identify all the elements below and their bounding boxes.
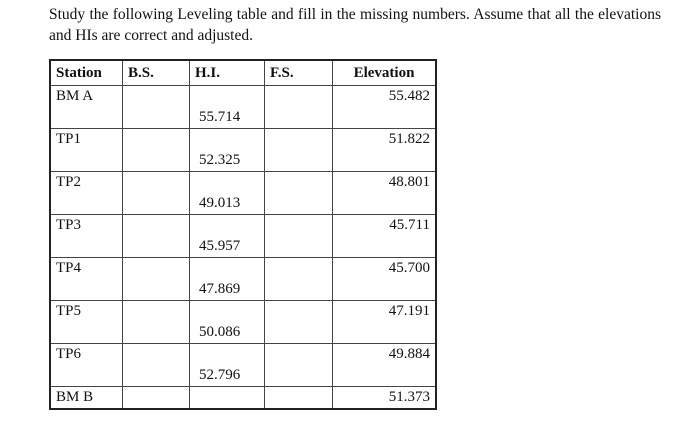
table-row [50, 150, 436, 172]
table-row [50, 301, 436, 323]
header-fs: F.S. [265, 60, 333, 86]
hi-value: 55.714 [190, 107, 265, 129]
bs-cell [123, 387, 190, 410]
fs-cell [265, 258, 333, 280]
table-row [50, 279, 436, 301]
empty-cell [50, 279, 123, 301]
bs-cell [123, 301, 190, 323]
table-row [50, 258, 436, 280]
station-name: TP3 [50, 215, 123, 237]
fs-cell [265, 86, 333, 108]
bs-cell [123, 129, 190, 151]
elevation-value: 47.191 [333, 301, 437, 323]
fs-cell [265, 365, 333, 387]
bs-cell [123, 172, 190, 194]
header-elevation: Elevation [333, 60, 437, 86]
header-station: Station [50, 60, 123, 86]
bs-cell [123, 236, 190, 258]
fs-cell [265, 172, 333, 194]
hi-value: 52.796 [190, 365, 265, 387]
hi-value: 52.325 [190, 150, 265, 172]
fs-cell [265, 129, 333, 151]
fs-cell [265, 236, 333, 258]
hi-cell [190, 387, 265, 410]
fs-cell [265, 215, 333, 237]
bs-cell [123, 193, 190, 215]
station-name: BM A [50, 86, 123, 108]
fs-cell [265, 322, 333, 344]
empty-cell [333, 365, 437, 387]
hi-cell [190, 258, 265, 280]
empty-cell [333, 107, 437, 129]
table-row [50, 172, 436, 194]
empty-cell [333, 322, 437, 344]
fs-cell [265, 107, 333, 129]
bs-cell [123, 365, 190, 387]
elevation-value: 55.482 [333, 86, 437, 108]
fs-cell [265, 301, 333, 323]
hi-cell [190, 172, 265, 194]
table-row [50, 387, 436, 410]
hi-value: 45.957 [190, 236, 265, 258]
elevation-value: 49.884 [333, 344, 437, 366]
hi-cell [190, 129, 265, 151]
table-row [50, 344, 436, 366]
leveling-table [49, 59, 437, 410]
table-row [50, 86, 436, 108]
hi-value: 49.013 [190, 193, 265, 215]
empty-cell [50, 193, 123, 215]
fs-cell [265, 344, 333, 366]
elevation-value: 45.700 [333, 258, 437, 280]
hi-cell [190, 86, 265, 108]
hi-cell [190, 344, 265, 366]
hi-cell [190, 301, 265, 323]
bs-cell [123, 150, 190, 172]
table-row [50, 322, 436, 344]
empty-cell [333, 236, 437, 258]
bs-cell [123, 279, 190, 301]
empty-cell [50, 365, 123, 387]
table-row [50, 236, 436, 258]
empty-cell [333, 193, 437, 215]
fs-cell [265, 279, 333, 301]
bs-cell [123, 86, 190, 108]
table-row [50, 107, 436, 129]
station-name: BM B [50, 387, 123, 410]
hi-value: 50.086 [190, 322, 265, 344]
table-row [50, 129, 436, 151]
empty-cell [333, 279, 437, 301]
hi-value: 47.869 [190, 279, 265, 301]
station-name: TP4 [50, 258, 123, 280]
bs-cell [123, 322, 190, 344]
bs-cell [123, 107, 190, 129]
elevation-value: 45.711 [333, 215, 437, 237]
empty-cell [333, 150, 437, 172]
fs-cell [265, 193, 333, 215]
table-row [50, 193, 436, 215]
hi-cell [190, 215, 265, 237]
fs-cell [265, 150, 333, 172]
bs-cell [123, 215, 190, 237]
table-body [50, 86, 436, 410]
bs-cell [123, 258, 190, 280]
station-name: TP1 [50, 129, 123, 151]
elevation-value: 51.373 [333, 387, 437, 410]
table-row [50, 215, 436, 237]
elevation-value: 48.801 [333, 172, 437, 194]
header-bs: B.S. [123, 60, 190, 86]
empty-cell [50, 236, 123, 258]
bs-cell [123, 344, 190, 366]
elevation-value: 51.822 [333, 129, 437, 151]
station-name: TP5 [50, 301, 123, 323]
station-name: TP2 [50, 172, 123, 194]
station-name: TP6 [50, 344, 123, 366]
header-hi: H.I. [190, 60, 265, 86]
fs-cell [265, 387, 333, 410]
empty-cell [50, 107, 123, 129]
table-row [50, 365, 436, 387]
instructions-text: Study the following Leveling table and fill in the missing numbers. Assume that all the elevations and HIs are correct and adjusted. [49, 6, 661, 44]
empty-cell [50, 150, 123, 172]
empty-cell [50, 322, 123, 344]
table-header-row [50, 60, 436, 86]
